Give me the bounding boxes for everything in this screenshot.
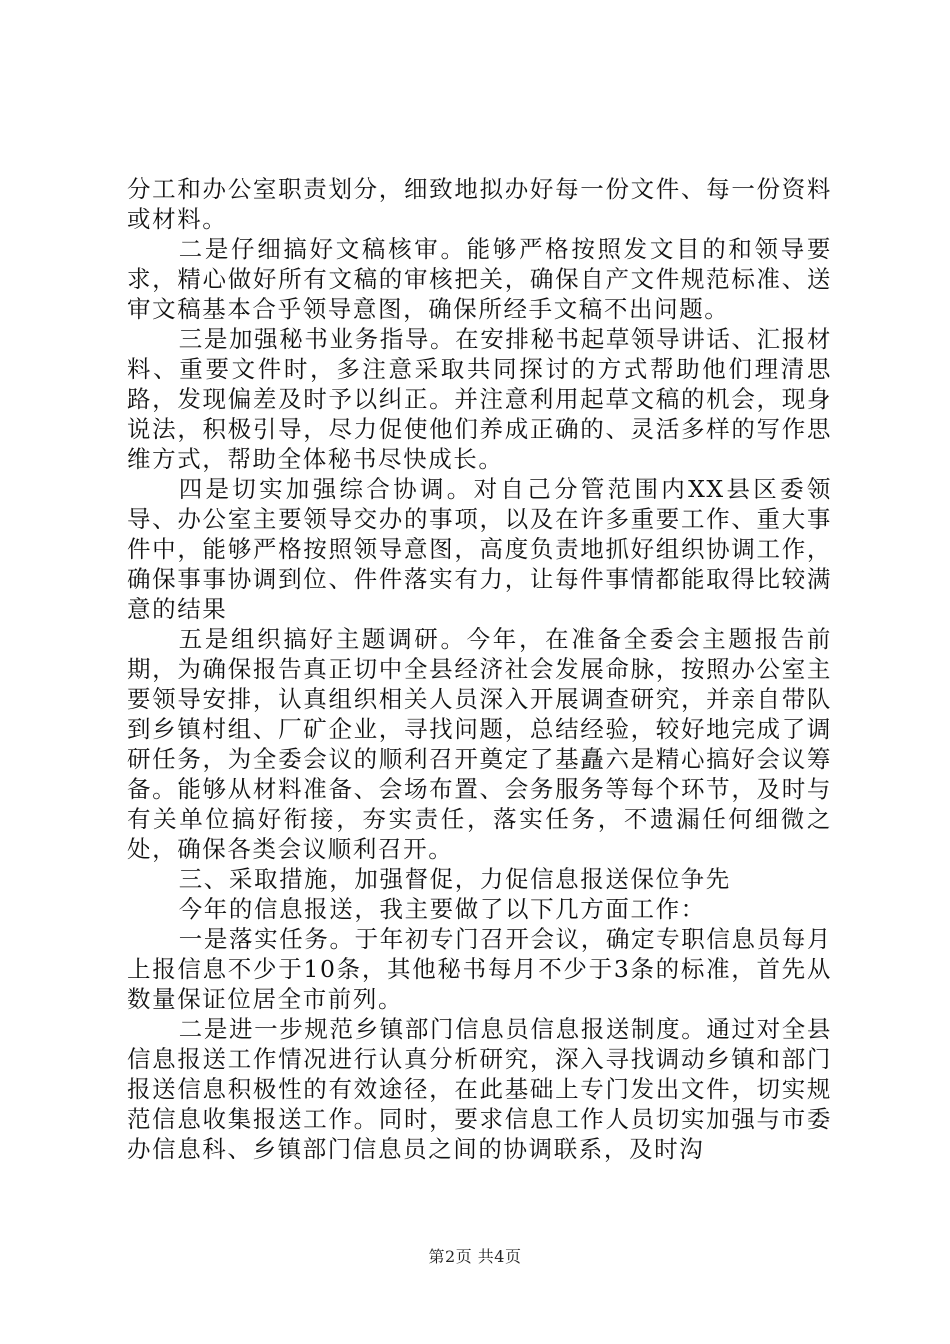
paragraph-1: 分工和办公室职责划分，细致地拟办好每一份文件、每一份资料或材料。: [127, 175, 832, 233]
paragraph-2: 二是仔细搞好文稿核审。能够严格按照发文目的和领导要求，精心做好所有文稿的审核把关，确保自产文件规范标准、送审文稿基本合乎领导意图，确保所经手文稿不出问题。: [127, 235, 832, 323]
paragraph-8: 一是落实任务。于年初专门召开会议，确定专职信息员每月上报信息不少于10条，其他秘书每月不少于3条的标准，首先从数量保证位居全市前列。: [127, 925, 832, 1013]
paragraph-7: 今年的信息报送，我主要做了以下几方面工作：: [178, 895, 706, 923]
paragraph-9: 二是进一步规范乡镇部门信息员信息报送制度。通过对全县信息报送工作情况进行认真分析研究，深入寻找调动乡镇和部门报送信息积极性的有效途径，在此基础上专门发出文件，切实规范信息收集报送工作。同时，要求信息工作人员切实加强与市委办信息科、乡镇部门信息员之间的协调联系，及时沟: [127, 1015, 832, 1163]
section-heading: 三、采取措施，加强督促，力促信息报送保位争先: [178, 865, 731, 893]
page-number-footer: 第2页 共4页: [428, 1247, 522, 1266]
paragraph-5: 五是组织搞好主题调研。今年，在准备全委会主题报告前期，为确保报告真正切中全县经济社会发展命脉，按照办公室主要领导安排，认真组织相关人员深入开展调查研究，并亲自带队到乡镇村组、厂矿企业，寻找问题，总结经验，较好地完成了调研任务，为全委会议的顺利召开奠定了基矗六是精心搞好会议筹备。能够从材料准备、会场布置、会务服务等每个环节，及时与有关单位搞好衔接，夯实责任，落实任务，不遗漏任何细微之处，确保各类会议顺利召开。: [127, 625, 832, 863]
paragraph-3: 三是加强秘书业务指导。在安排秘书起草领导讲话、汇报材料、重要文件时，多注意采取共同探讨的方式帮助他们理清思路，发现偏差及时予以纠正。并注意利用起草文稿的机会，现身说法，积极引导，尽力促使他们养成正确的、灵活多样的写作思维方式，帮助全体秘书尽快成长。: [127, 325, 832, 473]
document-body: [127, 174, 832, 1164]
paragraph-4: 四是切实加强综合协调。对自己分管范围内XX县区委领导、办公室主要领导交办的事项，以及在许多重要工作、重大事件中，能够严格按照领导意图，高度负责地抓好组织协调工作，确保事事协调到位、件件落实有力，让每件事情都能取得比较满意的结果: [127, 475, 832, 623]
